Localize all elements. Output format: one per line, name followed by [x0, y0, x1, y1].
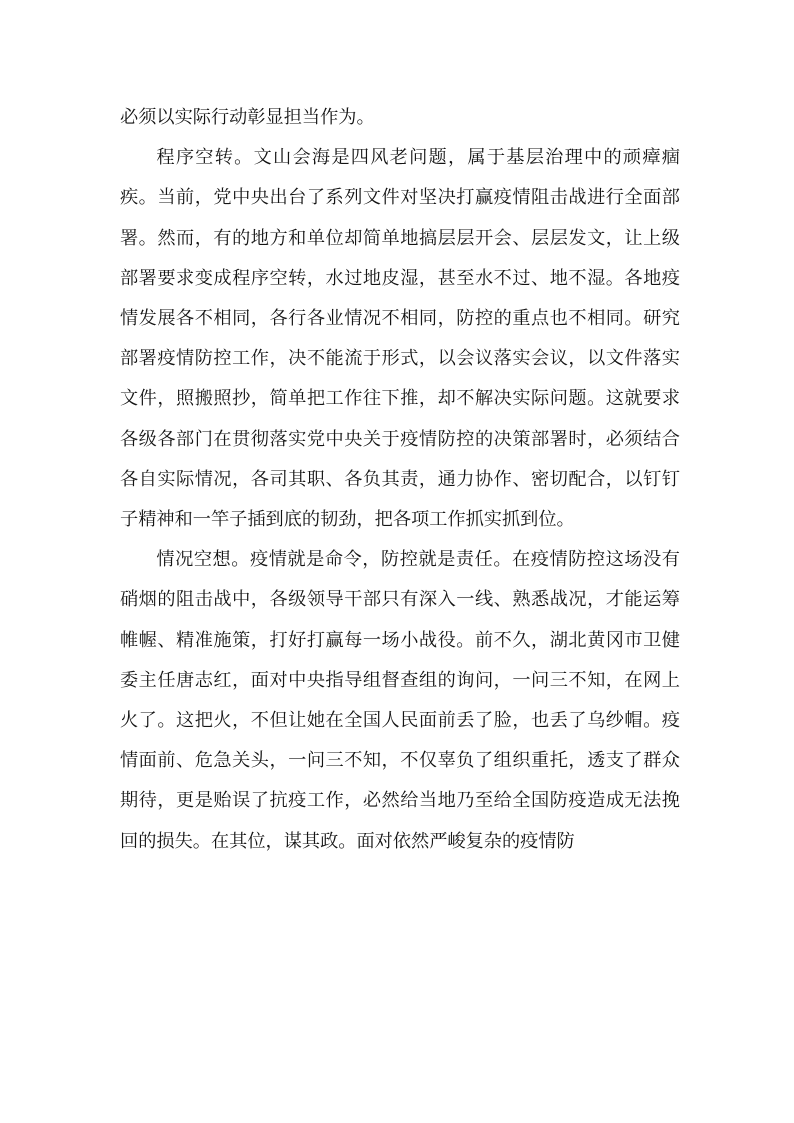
- paragraph-program-idling: 程序空转。文山会海是四风老问题，属于基层治理中的顽瘴痼疾。当前，党中央出台了系列文件对坚决打赢疫情阻击战进行全面部署。然而，有的地方和单位却简单地搞层层开会、层层发文，让上级部署要求变成程序空转，水过地皮湿，甚至水不过、地不湿。各地疫情发展各不相同，各行各业情况不相同，防控的重点也不相同。研究部署疫情防控工作，决不能流于形式，以会议落实会议，以文件落实文件，照搬照抄，简单把工作往下推，却不解决实际问题。这就要求各级各部门在贯彻落实党中央关于疫情防控的决策部署时，必须结合各自实际情况，各司其职、各负其责，通力协作、密切配合，以钉钉子精神和一竿子插到底的韧劲，把各项工作抓实抓到位。: [120, 147, 680, 531]
- paragraph-continued: 必须以实际行动彰显担当作为。: [120, 107, 375, 128]
- document-body: [120, 98, 680, 862]
- paragraph-situation-fantasy: 情况空想。疫情就是命令，防控就是责任。在疫情防控这场没有硝烟的阻击战中，各级领导干部只有深入一线、熟悉战况，才能运筹帷幄、精准施策，打好打赢每一场小战役。前不久，湖北黄冈市卫健委主任唐志红，面对中央指导组督查组的询问，一问三不知，在网上火了。这把火，不但让她在全国人民面前丢了脸，也丢了乌纱帽。疫情面前、危急关头，一问三不知，不仅辜负了组织重托，透支了群众期待，更是贻误了抗疫工作，必然给当地乃至给全国防疫造成无法挽回的损失。在其位，谋其政。面对依然严峻复杂的疫情防: [120, 549, 680, 852]
